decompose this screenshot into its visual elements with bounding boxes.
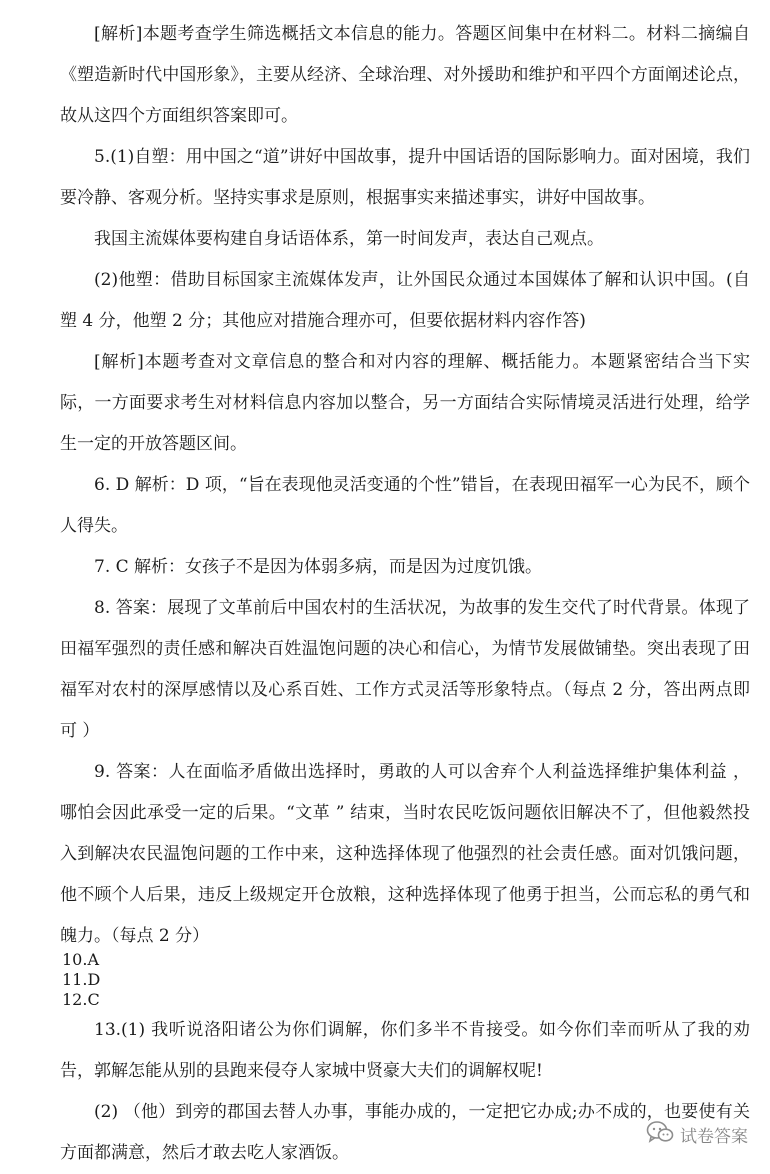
watermark-label: 试卷答案 [680, 1127, 748, 1147]
analysis-paragraph-4: [解析]本题考查学生筛选概括文本信息的能力。答题区间集中在材料二。材料二摘编自《塑造新时代中国形象》，主要从经济、全球治理、对外援助和维护和平四个方面阐述论点，故从这四个方面组织答案即可。 [60, 24, 750, 126]
watermark [646, 1120, 748, 1149]
answer-8: 8. 答案：展现了文革前后中国农村的生活状况，为故事的发生交代了时代背景。体现了田福军强烈的责任感和解决百姓温饱问题的决心和信心，为情节发展做铺垫。突出表现了田福军对农村的深厚感情以及心系百姓、工作方式灵活等形象特点。（每点 2 分，答出两点即可 ） [60, 598, 750, 741]
answer-7: 7. C 解析：女孩子不是因为体弱多病，而是因为过度饥饿。 [94, 557, 543, 577]
answer-9: 9. 答案：人在面临矛盾做出选择时，勇敢的人可以舍弃个人利益选择维护集体利益 ，哪怕会因此承受一定的后果。“文革 ” 结束，当时农民吃饭问题依旧解决不了，但他毅然投入到解决农民温饱问题的工作中来，这种选择体现了他强烈的社会责任感。面对饥饿问题，他不顾个人后果，违反上级规定开仓放粮，这种选择体现了他勇于担当，公而忘私的勇气和魄力。（每点 2 分） [60, 762, 750, 946]
answer-5-1: 5.(1)自塑：用中国之“道”讲好中国故事，提升中国话语的国际影响力。面对困境，我们要冷静、客观分析。坚持实事求是原则，根据事实来描述事实，讲好中国故事。 [60, 147, 750, 208]
answer-11: 11.D [62, 970, 101, 989]
wechat-icon [646, 1120, 674, 1149]
answer-5-1-continued: 我国主流媒体要构建自身话语体系，第一时间发声，表达自己观点。 [94, 229, 604, 249]
answer-13-2: (2) （他）到旁的郡国去替人办事，事能办成的，一定把它办成;办不成的，也要使有关方面都满意，然后才敢去吃人家酒饭。 [60, 1102, 750, 1163]
answer-12: 12.C [62, 990, 100, 1009]
analysis-paragraph-5: [解析]本题考查对文章信息的整合和对内容的理解、概括能力。本题紧密结合当下实际，一方面要求考生对材料信息内容加以整合，另一方面结合实际情境灵活进行处理，给学生一定的开放答题区间。 [60, 352, 750, 454]
answer-5-2: (2)他塑：借助目标国家主流媒体发声，让外国民众通过本国媒体了解和认识中国。(自塑 4 分，他塑 2 分；其他应对措施合理亦可，但要依据材料内容作答) [60, 270, 750, 331]
answer-10: 10.A [62, 950, 99, 969]
answer-6: 6. D 解析：D 项，“旨在表现他灵活变通的个性”错旨，在表现田福军一心为民不，顾个人得失。 [60, 475, 750, 536]
answer-13-1: 13.(1) 我听说洛阳诸公为你们调解，你们多半不肯接受。如今你们幸而听从了我的劝告，郭解怎能从别的县跑来侵夺人家城中贤豪大夫们的调解权呢! [60, 1020, 750, 1081]
